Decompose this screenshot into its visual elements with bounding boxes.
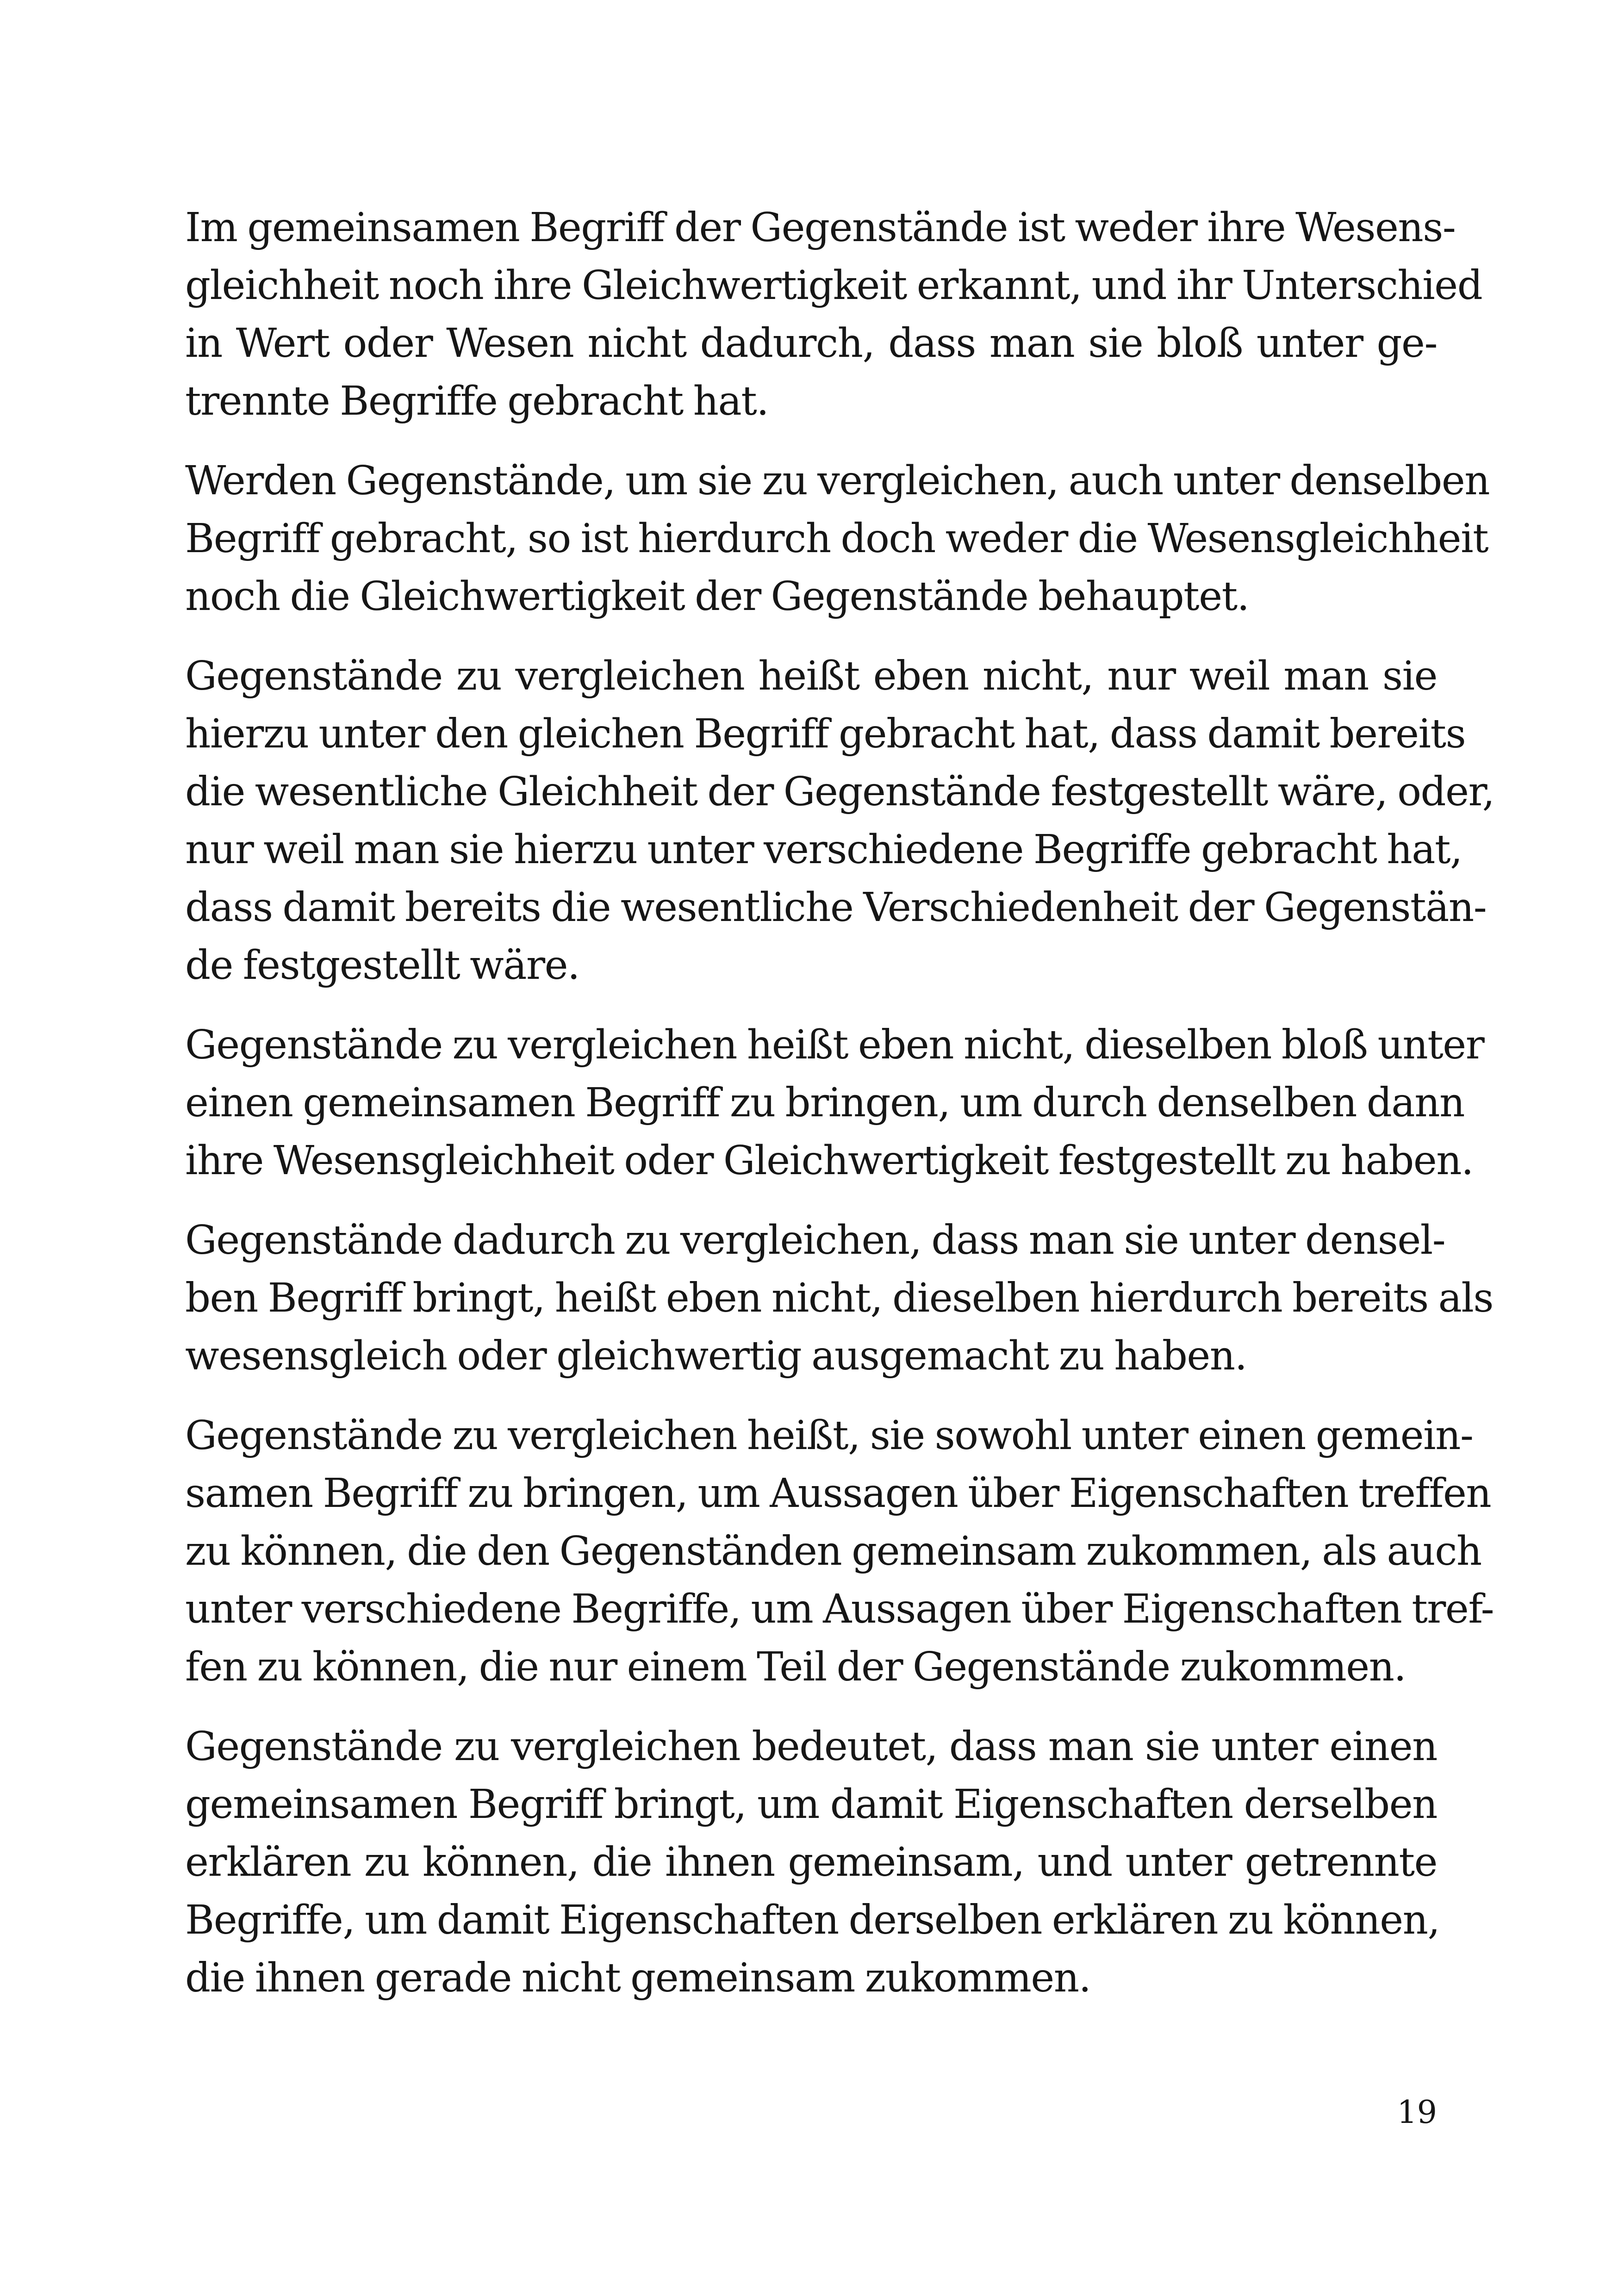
text-line: Begriffe, um damit Eigenschaften derselben erklären zu können, [185, 1897, 1440, 1943]
paragraph-2 [185, 452, 1490, 626]
body-text [185, 199, 1494, 2029]
text-line: Begriff gebracht, so ist hierdurch doch weder die Wesensgleichheit [185, 516, 1488, 562]
text-line: einen gemeinsamen Begriff zu bringen, um durch denselben dann [185, 1080, 1464, 1126]
text-line: wesensgleich oder gleichwertig ausgemacht zu haben. [185, 1333, 1247, 1379]
text-line: trennte Begriffe gebracht hat. [185, 378, 769, 424]
text-line: Gegenstände dadurch zu vergleichen, dass man sie unter densel- [185, 1217, 1445, 1263]
text-line: de festgestellt wäre. [185, 942, 579, 989]
paragraph-1 [185, 199, 1482, 430]
text-line: ben Begriff bringt, heißt eben nicht, dieselben hierdurch bereits als [185, 1275, 1494, 1321]
text-line: dass damit bereits die wesentliche Verschiedenheit der Gegenstän- [185, 884, 1487, 931]
text-line: samen Begriff zu bringen, um Aussagen über Eigenschaften treffen [185, 1470, 1491, 1517]
text-line: Gegenstände zu vergleichen bedeutet, dass man sie unter einen [185, 1724, 1437, 1770]
page-number: 19 [1397, 2094, 1437, 2131]
text-line: zu können, die den Gegenständen gemeinsam zukommen, als auch [185, 1528, 1481, 1574]
text-line: hierzu unter den gleichen Begriff gebracht hat, dass damit bereits [185, 711, 1466, 757]
text-line: Gegenstände zu vergleichen heißt, sie sowohl unter einen gemein- [185, 1412, 1473, 1459]
text-line: Gegenstände zu vergleichen heißt eben nicht, dieselben bloß unter [185, 1022, 1484, 1068]
text-line: Gegenstände zu vergleichen heißt eben nicht, nur weil man sie [185, 653, 1437, 699]
text-line: die wesentliche Gleichheit der Gegenstände festgestellt wäre, oder, [185, 769, 1494, 815]
text-line: die ihnen gerade nicht gemeinsam zukommen. [185, 1955, 1091, 2001]
paragraph-7 [185, 1718, 1440, 2007]
text-line: fen zu können, die nur einem Teil der Gegenstände zukommen. [185, 1644, 1406, 1690]
text-line: Im gemeinsamen Begriff der Gegenstände ist weder ihre Wesens- [185, 205, 1456, 251]
text-line: noch die Gleichwertigkeit der Gegenstände behauptet. [185, 573, 1249, 620]
paragraph-5 [185, 1212, 1494, 1385]
paragraph-3 [185, 647, 1494, 995]
text-line: ihre Wesensgleichheit oder Gleichwertigkeit festgestellt zu haben. [185, 1138, 1473, 1184]
text-line: in Wert oder Wesen nicht dadurch, dass man sie bloß unter ge- [185, 320, 1437, 367]
text-line: gleichheit noch ihre Gleichwertigkeit erkannt, und ihr Unterschied [185, 262, 1482, 309]
text-line: unter verschiedene Begriffe, um Aussagen über Eigenschaften tref- [185, 1586, 1494, 1632]
paragraph-6 [185, 1407, 1494, 1696]
text-line: gemeinsamen Begriff bringt, um damit Eigenschaften derselben [185, 1781, 1437, 1828]
paragraph-4 [185, 1016, 1484, 1190]
text-line: Werden Gegenstände, um sie zu vergleichen, auch unter denselben [185, 458, 1490, 504]
text-line: erklären zu können, die ihnen gemeinsam, und unter getrennte [185, 1839, 1437, 1885]
text-line: nur weil man sie hierzu unter verschiedene Begriffe gebracht hat, [185, 827, 1462, 873]
